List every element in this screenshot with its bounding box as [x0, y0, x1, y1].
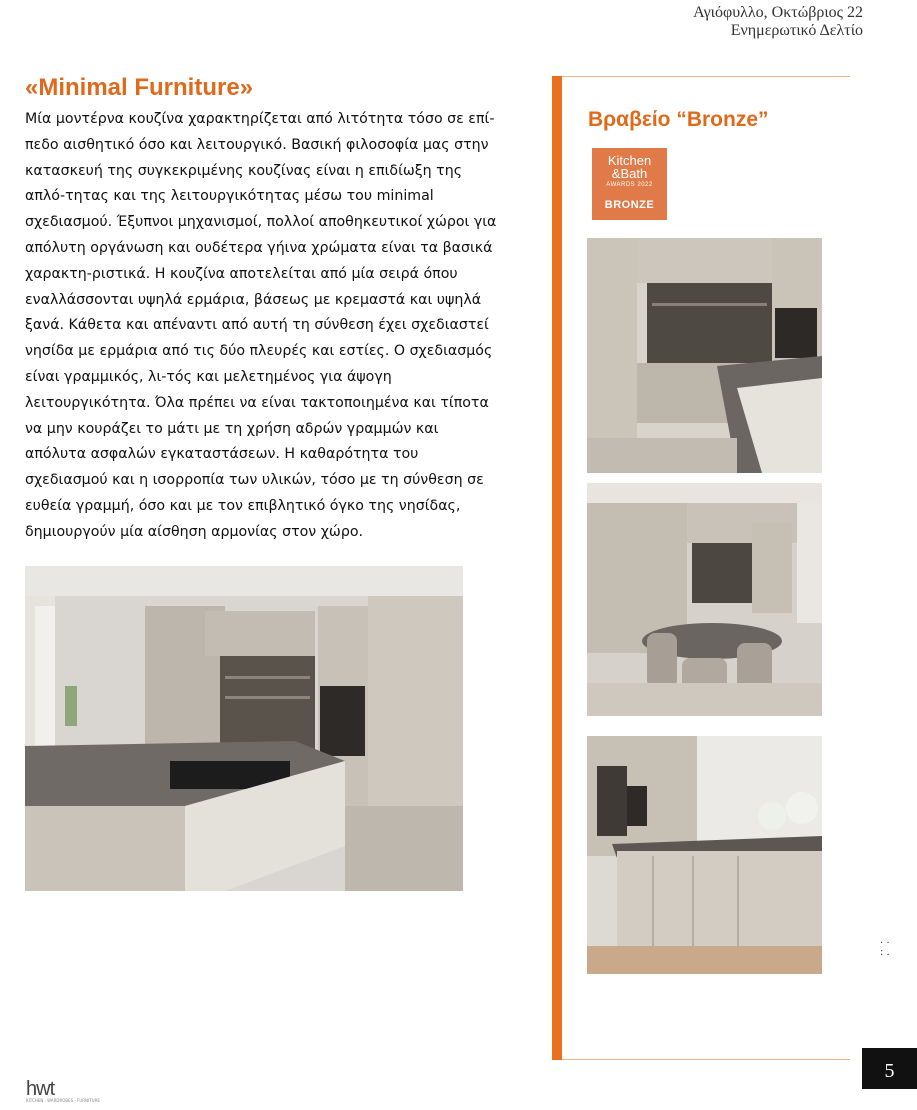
article-body: Μία μοντέρνα κουζίνα χαρακτηρίζεται από λιτότητα τόσο σε επί-πεδο αισθητικό όσο και λειτουργικό. Βασική φιλοσοφία μας στην κατασκευή της συγκεκριμένης κουζίνας είναι η επιδίωξη της απλό-τητας και της λειτουργικότητας μέσω του minimal σχεδιασμού. Έξυπνοι μηχανισμοί, πολλοί αποθηκευτικοί χώροι για απόλυτη οργάνωση και ουδέτερα γήινα χρώματα είναι τα βασικά χαρακτη-ριστικά. Η κουζίνα αποτελείται από μία σειρά όπου εναλλάσσονται υψηλά ερμάρια, βάσεως με κρεμαστά και υψηλά ξανά. Κάθετα και απέναντι από αυτή τη σύνθεση έχει σχεδιαστεί νησίδα με ερμάρια από τις δύο πλευρές και εστίες. Ο σχεδιασμός είναι γραμμικός, λι-τός και μελετημένος για άψογη λειτουργικότητα. Όλα πρέπει να είναι τακτοποιημένα και τίποτα να μην κουράζει το μάτι με τη χρήση αδρών γραμμών και απόλυτα ασφαλών εγκαταστάσεων. Η καθαρότητα του σχεδιασμού και η ισορροπία των υλικών, τόσο με τη σύνθεση σε ευθεία γραμμή, όσο και με τον επιβλητικό όγκο της νησίδας, δημιουργούν μία αίσθηση αρμονίας στον χώρο.	[25, 111, 497, 540]
badge-line-bronze: BRONZE	[604, 199, 655, 211]
logo-text: hwt	[26, 1078, 55, 1100]
logo-tagline: KITCHEN · WARDROBES · FURNITURE	[26, 1098, 100, 1103]
badge-line-bath: &Bath	[611, 166, 648, 181]
hwt-logo	[26, 1078, 100, 1106]
island-flowers-photo	[587, 736, 822, 974]
sidebar-accent-bar	[552, 76, 562, 1060]
header-publication: Ενημερωτικό Δελτίο	[730, 22, 863, 39]
sidebar-bottom-rule	[562, 1059, 850, 1060]
newsletter-header	[693, 4, 863, 40]
sidebar-top-rule	[562, 76, 850, 77]
article-title: «Minimal Furniture»	[25, 74, 254, 101]
page-number: 5	[884, 1060, 895, 1082]
dining-table-photo	[587, 483, 822, 716]
kitchen-island-photo	[25, 566, 463, 891]
decorative-dots: . . : .	[880, 935, 890, 958]
kitchen-bath-award-badge	[592, 148, 667, 220]
award-title: Βραβείο “Bronze”	[588, 108, 769, 131]
header-location-date: Αγιόφυλλο, Οκτώβριος 22	[693, 4, 863, 21]
badge-line-awards: AWARDS 2022	[606, 182, 653, 188]
page-number-box	[862, 1048, 917, 1089]
badge-line-kitchen: Kitchen	[607, 153, 652, 168]
kitchen-tall-cabinets-photo	[587, 238, 822, 473]
